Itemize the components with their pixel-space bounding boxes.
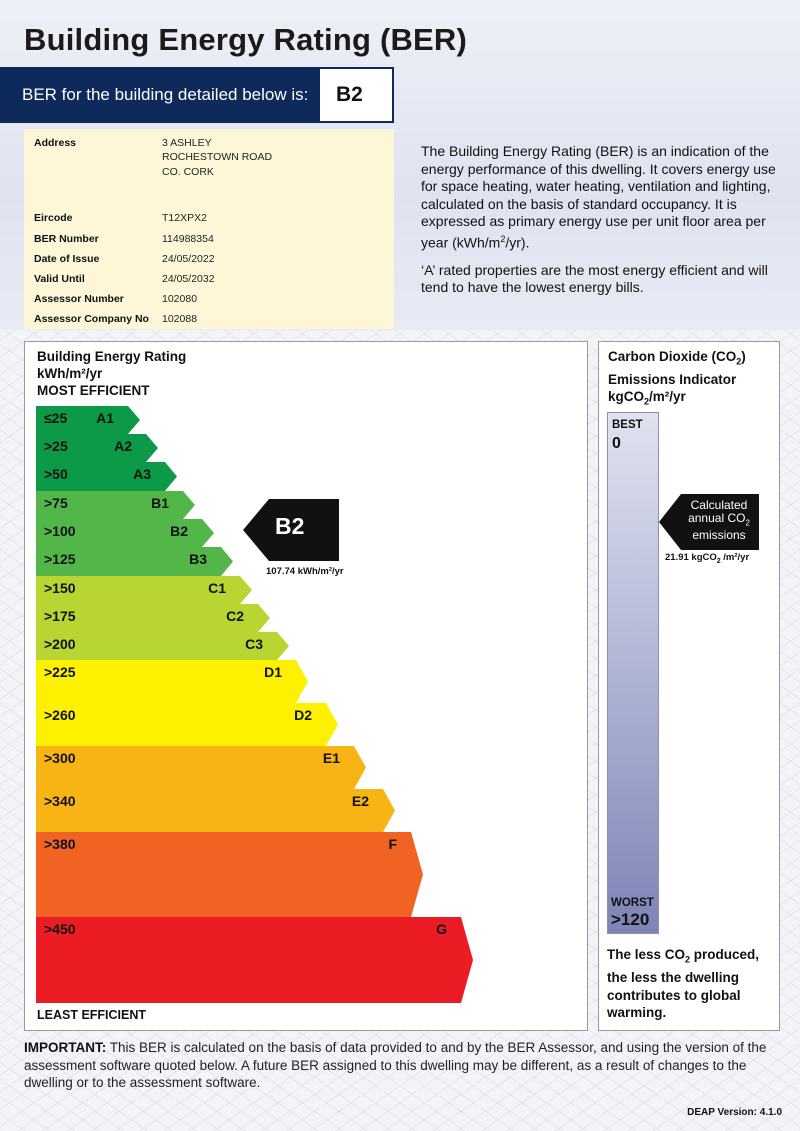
- band-class: C1: [208, 580, 226, 596]
- rating-band-d2: [36, 703, 326, 746]
- rating-band-b3: [36, 547, 221, 576]
- detail-value: ROCHESTOWN ROAD: [162, 151, 273, 163]
- band-arrow-tip: [411, 832, 423, 917]
- rating-band-f: [36, 832, 411, 917]
- detail-value: 24/05/2032: [162, 273, 215, 285]
- band-threshold: >260: [44, 707, 76, 723]
- rating-band-a2: [36, 434, 146, 462]
- deap-version: DEAP Version: 4.1.0: [687, 1107, 782, 1118]
- band-threshold: >340: [44, 793, 76, 809]
- co2-worst-value: >120: [611, 910, 650, 929]
- description-paragraph-1: The Building Energy Rating (BER) is an indication of the energy performance of this dwelling. It covers energy use for space heating, water heating, ventilation and lighting, calculated on the basis of standard occupancy. It is expressed as primary energy use per unit floor area per year $(kWh/m^2/yr)$.: [421, 143, 776, 251]
- co2-best-label: BEST: [612, 419, 643, 431]
- band-arrow-tip: [258, 604, 270, 632]
- band-class: G: [436, 921, 447, 937]
- rating-band-e2: [36, 789, 383, 832]
- current-energy-value: 107.74 kWh/m²/yr: [266, 566, 344, 577]
- scale-heading: [37, 348, 186, 399]
- band-arrow-tip: [461, 917, 473, 1003]
- rating-band-a1: [36, 406, 128, 434]
- detail-label: BER Number: [34, 233, 99, 245]
- co2-best-value: 0: [612, 435, 621, 452]
- ber-result-label: BER for the building detailed below is:: [22, 85, 309, 104]
- co2-pointer: Calculated annual $CO_2$ emissions: [659, 494, 759, 550]
- band-threshold: >125: [44, 551, 76, 567]
- band-arrow-tip: [354, 746, 366, 789]
- scale-title: Building Energy Rating: [37, 349, 187, 364]
- detail-label: Assessor Company No: [34, 313, 149, 325]
- detail-value: 3 ASHLEY: [162, 137, 212, 149]
- detail-label: Valid Until: [34, 273, 85, 285]
- current-rating-value: B2: [275, 513, 305, 539]
- band-arrow-tip: [165, 462, 177, 491]
- ber-result-bar: [0, 67, 318, 123]
- band-threshold: >75: [44, 495, 68, 511]
- detail-value: 102080: [162, 293, 198, 305]
- band-threshold: >200: [44, 636, 76, 652]
- rating-band-c3: [36, 632, 277, 660]
- co2-emissions-panel: [598, 341, 780, 1031]
- ber-description: [421, 143, 783, 307]
- band-class: A1: [96, 410, 114, 426]
- detail-value: CO. CORK: [162, 166, 214, 178]
- rating-band-a3: [36, 462, 165, 491]
- detail-label: Assessor Number: [34, 293, 124, 305]
- co2-note: The less $CO_2$ produced, the less the dwelling contributes to global warming.: [607, 947, 760, 1021]
- band-arrow-tip: [326, 703, 338, 746]
- detail-label: Eircode: [34, 212, 73, 224]
- building-details-box: [24, 129, 394, 329]
- important-notice: IMPORTANT: This BER is calculated on the basis of data provided to and by the BER Assessor, and using the version of the assessment software quoted below. A future BER assigned to this dwelling may be different, as a result of changes to the dwelling or to the assessment software.: [24, 1040, 767, 1090]
- co2-worst-label: WORST: [611, 897, 654, 909]
- detail-value: 24/05/2022: [162, 253, 215, 265]
- band-class: E1: [322, 750, 340, 766]
- band-class: A3: [133, 466, 151, 482]
- detail-label: Date of Issue: [34, 253, 100, 265]
- band-threshold: >380: [44, 836, 76, 852]
- detail-value: 102088: [162, 313, 198, 325]
- rating-band-d1: [36, 660, 296, 703]
- band-class: B3: [189, 551, 207, 567]
- rating-band-b2: [36, 519, 202, 547]
- band-arrow-tip: [296, 660, 308, 703]
- scale-unit: kWh/m²/yr: [37, 366, 103, 381]
- band-class: B1: [151, 495, 169, 511]
- rating-band-c1: [36, 576, 240, 604]
- band-arrow-tip: [240, 576, 252, 604]
- least-efficient-label: LEAST EFFICIENT: [37, 1008, 147, 1022]
- band-class: A2: [114, 438, 132, 454]
- band-arrow-tip: [221, 547, 233, 576]
- band-class: D1: [264, 664, 282, 680]
- co2-heading: Carbon Dioxide $(CO_2)$ Emissions Indicator kgCO$_2$/m²/yr: [608, 349, 746, 407]
- band-threshold: >450: [44, 921, 76, 937]
- band-threshold: >100: [44, 523, 76, 539]
- most-efficient-label: MOST EFFICIENT: [37, 383, 150, 398]
- band-class: B2: [170, 523, 188, 539]
- page-title: Building Energy Rating (BER): [24, 22, 468, 57]
- band-arrow-tip: [277, 632, 289, 660]
- band-class: D2: [294, 707, 312, 723]
- band-arrow-tip: [183, 491, 195, 519]
- description-paragraph-2: ‘A’ rated properties are the most energy efficient and will tend to have the lowest energy bills.: [421, 261, 768, 296]
- rating-band-b1: [36, 491, 183, 519]
- rating-band-c2: [36, 604, 258, 632]
- ber-result-value: B2: [318, 67, 394, 123]
- band-threshold: >50: [44, 466, 68, 482]
- band-class: C2: [226, 608, 244, 624]
- band-threshold: ≤25: [44, 410, 68, 426]
- band-threshold: >25: [44, 438, 68, 454]
- band-arrow-tip: [128, 406, 140, 434]
- energy-rating-scale-panel: [24, 341, 588, 1031]
- rating-band-e1: [36, 746, 354, 789]
- band-threshold: >225: [44, 664, 76, 680]
- band-threshold: >175: [44, 608, 76, 624]
- detail-value: T12XPX2: [162, 212, 207, 224]
- rating-band-g: [36, 917, 461, 1003]
- band-class: C3: [245, 636, 263, 652]
- co2-scale-bar: [607, 412, 659, 934]
- current-rating-pointer: [243, 499, 339, 561]
- band-threshold: >150: [44, 580, 76, 596]
- detail-label: Address: [34, 137, 77, 149]
- co2-value: 21.91 kgCO$_2$ /m²/yr: [665, 552, 750, 565]
- band-arrow-tip: [202, 519, 214, 547]
- band-class: E2: [351, 793, 369, 809]
- band-arrow-tip: [146, 434, 158, 462]
- band-arrow-tip: [383, 789, 395, 832]
- band-threshold: >300: [44, 750, 76, 766]
- detail-value: 114988354: [162, 233, 214, 245]
- band-class: F: [388, 836, 397, 852]
